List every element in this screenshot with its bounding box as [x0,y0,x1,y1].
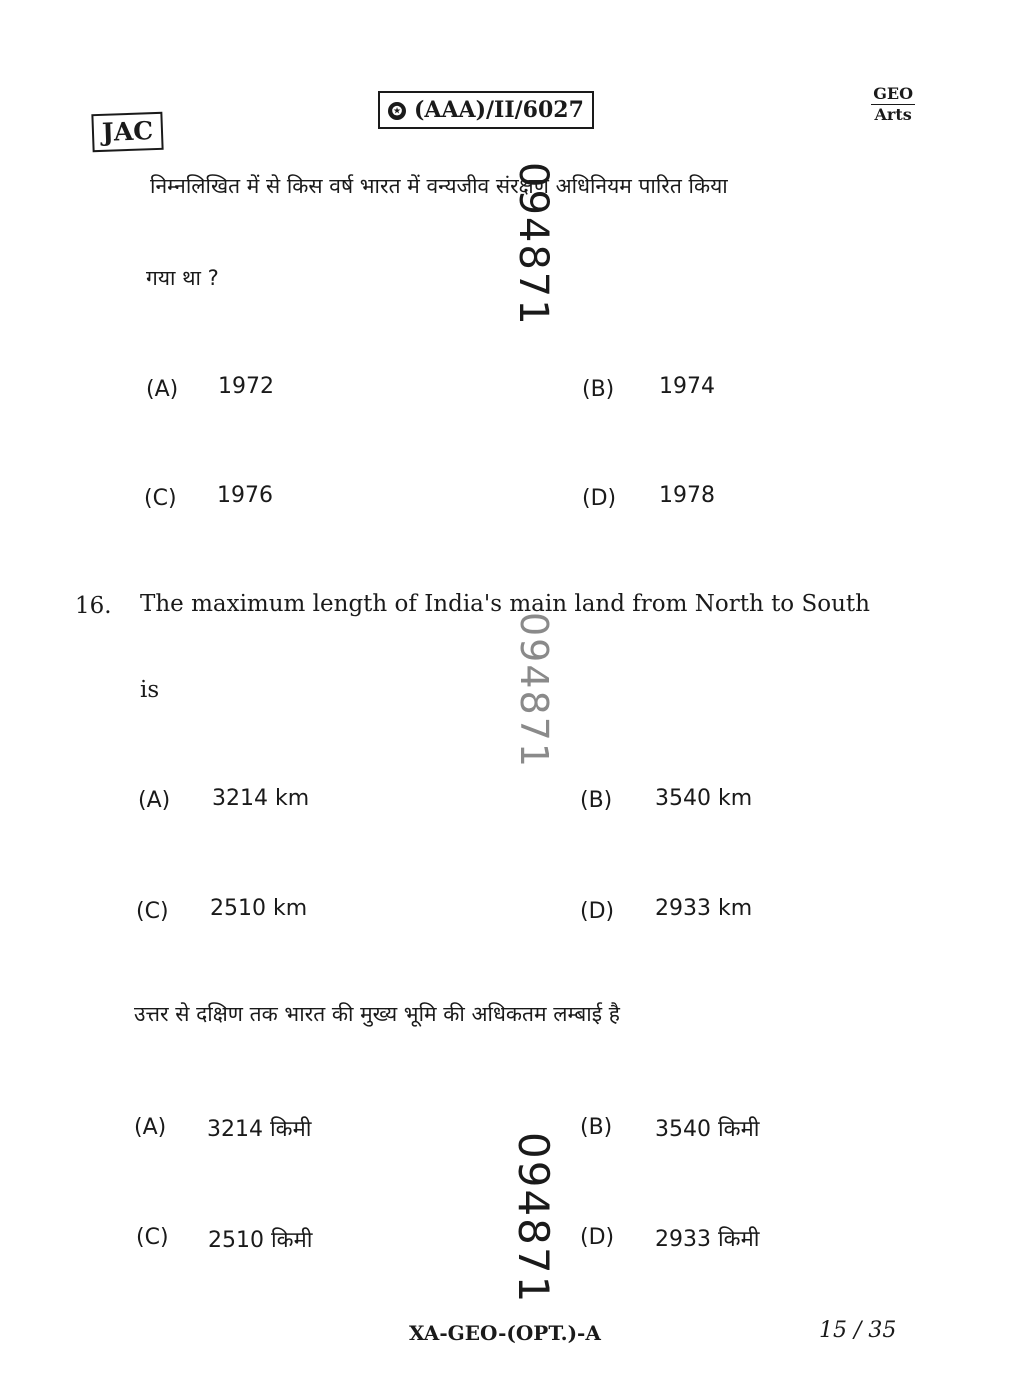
q16-option-b-value: 3540 km [655,786,753,811]
q15-hindi-line2: गया था ? [146,266,219,290]
subject-label [871,84,915,125]
subject-top: GEO [873,84,913,103]
q16-option-c-value: 2510 km [210,896,308,921]
q15-option-a-label: (A) [146,377,179,402]
subject-bottom: Arts [874,105,912,124]
star-icon: ✪ [388,102,406,120]
q16-option-a-label: (A) [138,788,171,813]
q16-hindi-option-c-value: 2510 किमी [208,1228,313,1253]
q15-option-c-label: (C) [144,486,177,511]
q16-text-line1: The maximum length of India's main land from North to South [140,591,870,617]
q16-hindi-option-d-value: 2933 किमी [655,1227,760,1252]
q15-option-a-value: 1972 [218,374,274,399]
q16-option-c-label: (C) [136,899,169,924]
q15-option-d-value: 1978 [659,483,715,508]
board-label: JAC [91,112,163,152]
q16-option-d-label: (D) [580,899,615,924]
q15-option-b-label: (B) [582,377,615,402]
page-number: 15 / 35 [819,1318,897,1343]
q16-hindi-option-b-value: 3540 किमी [655,1117,760,1142]
q15-option-d-label: (D) [582,486,617,511]
q16-number: 16. [75,593,112,619]
q16-option-d-value: 2933 km [655,896,753,921]
q16-hindi-option-a-value: 3214 किमी [207,1117,312,1142]
paper-code-text: (AAA)/II/6027 [414,97,584,123]
q16-option-a-value: 3214 km [212,786,310,811]
paper-code [378,91,594,129]
q15-option-c-value: 1976 [217,483,273,508]
serial-stamp-1: 094871 [510,162,556,327]
q16-hindi-option-b-label: (B) [580,1115,613,1140]
serial-stamp-2: 094871 [512,612,556,770]
q15-hindi-line1: निम्नलिखित में से किस वर्ष भारत में वन्यजीव संरक्षण अधिनियम पारित किया [150,174,728,198]
q16-option-b-label: (B) [580,788,613,813]
q15-option-b-value: 1974 [659,374,715,399]
footer-code: XA-GEO-(OPT.)-A [409,1321,601,1345]
q16-hindi-option-c-label: (C) [136,1225,169,1250]
q16-text-line2: is [140,677,160,703]
q16-hindi-text: उत्तर से दक्षिण तक भारत की मुख्य भूमि की अधिकतम लम्बाई है [134,1002,620,1026]
serial-stamp-3: 094871 [509,1132,558,1305]
q16-hindi-option-d-label: (D) [580,1225,615,1250]
q16-hindi-option-a-label: (A) [134,1115,167,1140]
